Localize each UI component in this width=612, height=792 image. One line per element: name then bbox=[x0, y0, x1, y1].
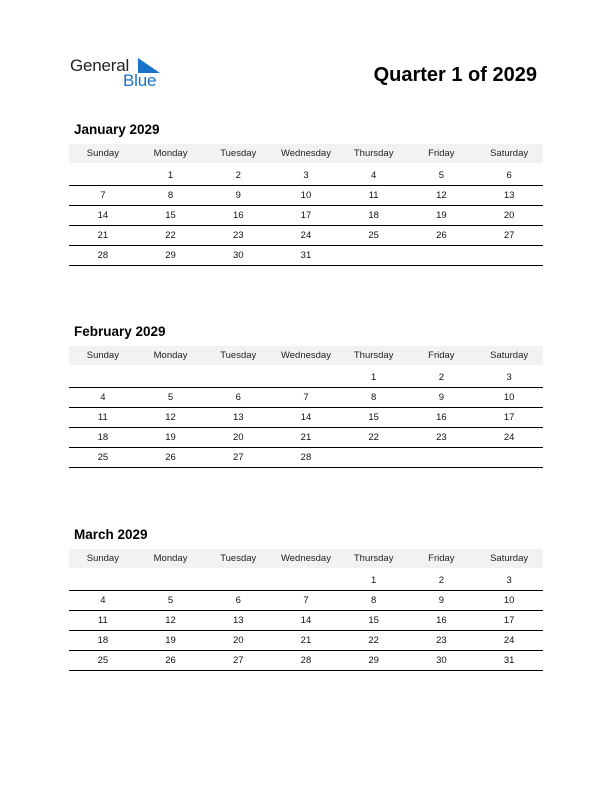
day-cell: 4 bbox=[340, 166, 408, 186]
weekday-header: Wednesday bbox=[272, 346, 340, 365]
day-cell: 8 bbox=[137, 186, 205, 206]
day-cell: 17 bbox=[272, 206, 340, 226]
day-cell: 19 bbox=[137, 428, 205, 448]
day-cell bbox=[272, 368, 340, 388]
weekday-header: Friday bbox=[408, 144, 476, 163]
day-cell: 23 bbox=[204, 226, 272, 246]
day-cell: 16 bbox=[408, 408, 476, 428]
day-cell: 21 bbox=[69, 226, 137, 246]
day-cell: 23 bbox=[408, 428, 476, 448]
day-cell: 3 bbox=[475, 368, 543, 388]
day-cell: 7 bbox=[69, 186, 137, 206]
weekday-header: Sunday bbox=[69, 144, 137, 163]
day-cell: 2 bbox=[204, 166, 272, 186]
day-cell bbox=[137, 368, 205, 388]
weekday-header-row bbox=[69, 549, 543, 568]
day-cell: 26 bbox=[137, 651, 205, 671]
weekday-header: Sunday bbox=[69, 549, 137, 568]
day-cell: 20 bbox=[475, 206, 543, 226]
day-cell bbox=[272, 571, 340, 591]
day-cell bbox=[340, 448, 408, 468]
day-cell: 4 bbox=[69, 388, 137, 408]
month-title: March 2029 bbox=[74, 527, 148, 542]
day-cell bbox=[475, 448, 543, 468]
week-row bbox=[69, 651, 543, 671]
day-cell: 24 bbox=[272, 226, 340, 246]
weekday-header: Tuesday bbox=[204, 549, 272, 568]
day-cell: 26 bbox=[137, 448, 205, 468]
day-cell bbox=[69, 368, 137, 388]
day-cell: 26 bbox=[408, 226, 476, 246]
general-blue-logo bbox=[70, 56, 170, 92]
day-cell: 21 bbox=[272, 428, 340, 448]
week-row bbox=[69, 611, 543, 631]
week-row bbox=[69, 166, 543, 186]
day-cell: 8 bbox=[340, 388, 408, 408]
day-cell: 29 bbox=[137, 246, 205, 266]
weekday-header-row bbox=[69, 346, 543, 365]
day-cell: 2 bbox=[408, 368, 476, 388]
weekday-header: Monday bbox=[137, 346, 205, 365]
day-cell: 17 bbox=[475, 611, 543, 631]
day-cell: 9 bbox=[204, 186, 272, 206]
day-cell: 10 bbox=[475, 591, 543, 611]
day-cell: 4 bbox=[69, 591, 137, 611]
month-calendar-table bbox=[69, 144, 543, 266]
week-row bbox=[69, 368, 543, 388]
day-cell: 21 bbox=[272, 631, 340, 651]
day-cell: 5 bbox=[137, 591, 205, 611]
day-cell: 11 bbox=[69, 611, 137, 631]
day-cell: 27 bbox=[204, 448, 272, 468]
day-cell: 18 bbox=[69, 428, 137, 448]
day-cell: 22 bbox=[340, 631, 408, 651]
weekday-header: Sunday bbox=[69, 346, 137, 365]
day-cell: 24 bbox=[475, 428, 543, 448]
day-cell: 12 bbox=[137, 408, 205, 428]
day-cell: 15 bbox=[340, 611, 408, 631]
day-cell: 13 bbox=[204, 611, 272, 631]
weekday-header: Saturday bbox=[475, 144, 543, 163]
day-cell: 25 bbox=[69, 448, 137, 468]
day-cell: 16 bbox=[408, 611, 476, 631]
week-row bbox=[69, 408, 543, 428]
weekday-header: Thursday bbox=[340, 549, 408, 568]
day-cell bbox=[69, 166, 137, 186]
day-cell: 14 bbox=[272, 408, 340, 428]
week-row bbox=[69, 226, 543, 246]
weekday-header: Saturday bbox=[475, 346, 543, 365]
weekday-header: Friday bbox=[408, 346, 476, 365]
day-cell: 27 bbox=[475, 226, 543, 246]
day-cell: 10 bbox=[272, 186, 340, 206]
day-cell: 20 bbox=[204, 428, 272, 448]
day-cell: 20 bbox=[204, 631, 272, 651]
day-cell: 6 bbox=[475, 166, 543, 186]
day-cell: 25 bbox=[69, 651, 137, 671]
day-cell: 31 bbox=[475, 651, 543, 671]
week-row bbox=[69, 428, 543, 448]
day-cell bbox=[137, 571, 205, 591]
day-cell bbox=[69, 571, 137, 591]
weekday-header: Monday bbox=[137, 549, 205, 568]
day-cell: 1 bbox=[340, 571, 408, 591]
day-cell: 9 bbox=[408, 388, 476, 408]
month-calendar-table bbox=[69, 346, 543, 468]
weekday-header: Tuesday bbox=[204, 346, 272, 365]
day-cell bbox=[204, 368, 272, 388]
month-january bbox=[69, 120, 543, 266]
day-cell: 11 bbox=[69, 408, 137, 428]
week-row bbox=[69, 388, 543, 408]
day-cell: 16 bbox=[204, 206, 272, 226]
week-row bbox=[69, 591, 543, 611]
day-cell: 23 bbox=[408, 631, 476, 651]
day-cell bbox=[408, 448, 476, 468]
page-title: Quarter 1 of 2029 bbox=[373, 64, 537, 86]
day-cell: 9 bbox=[408, 591, 476, 611]
day-cell: 28 bbox=[69, 246, 137, 266]
day-cell bbox=[204, 571, 272, 591]
day-cell: 24 bbox=[475, 631, 543, 651]
month-calendar-table bbox=[69, 549, 543, 671]
logo-word-blue: Blue bbox=[123, 71, 157, 90]
weekday-header-row bbox=[69, 144, 543, 163]
day-cell: 15 bbox=[137, 206, 205, 226]
day-cell: 14 bbox=[69, 206, 137, 226]
day-cell: 19 bbox=[137, 631, 205, 651]
week-row bbox=[69, 246, 543, 266]
week-row bbox=[69, 206, 543, 226]
day-cell: 5 bbox=[137, 388, 205, 408]
weekday-header: Friday bbox=[408, 549, 476, 568]
day-cell bbox=[408, 246, 476, 266]
month-february bbox=[69, 322, 543, 468]
day-cell: 18 bbox=[69, 631, 137, 651]
month-title: February 2029 bbox=[74, 324, 166, 339]
logo-word-general: General bbox=[70, 56, 130, 75]
day-cell: 8 bbox=[340, 591, 408, 611]
day-cell: 30 bbox=[204, 246, 272, 266]
weekday-header: Saturday bbox=[475, 549, 543, 568]
day-cell: 19 bbox=[408, 206, 476, 226]
day-cell: 3 bbox=[475, 571, 543, 591]
day-cell: 2 bbox=[408, 571, 476, 591]
day-cell: 6 bbox=[204, 388, 272, 408]
day-cell bbox=[340, 246, 408, 266]
week-row bbox=[69, 186, 543, 206]
day-cell: 6 bbox=[204, 591, 272, 611]
day-cell: 1 bbox=[137, 166, 205, 186]
day-cell: 10 bbox=[475, 388, 543, 408]
day-cell: 30 bbox=[408, 651, 476, 671]
day-cell: 18 bbox=[340, 206, 408, 226]
week-row bbox=[69, 448, 543, 468]
weekday-header: Thursday bbox=[340, 144, 408, 163]
day-cell: 12 bbox=[408, 186, 476, 206]
day-cell: 28 bbox=[272, 651, 340, 671]
day-cell: 1 bbox=[340, 368, 408, 388]
day-cell: 27 bbox=[204, 651, 272, 671]
day-cell: 14 bbox=[272, 611, 340, 631]
week-row bbox=[69, 571, 543, 591]
day-cell: 31 bbox=[272, 246, 340, 266]
day-cell: 28 bbox=[272, 448, 340, 468]
day-cell: 7 bbox=[272, 591, 340, 611]
weekday-header: Wednesday bbox=[272, 144, 340, 163]
day-cell: 5 bbox=[408, 166, 476, 186]
weekday-header: Monday bbox=[137, 144, 205, 163]
day-cell: 17 bbox=[475, 408, 543, 428]
day-cell: 25 bbox=[340, 226, 408, 246]
day-cell: 7 bbox=[272, 388, 340, 408]
month-march bbox=[69, 525, 543, 671]
day-cell: 15 bbox=[340, 408, 408, 428]
day-cell: 22 bbox=[137, 226, 205, 246]
day-cell: 3 bbox=[272, 166, 340, 186]
day-cell: 13 bbox=[204, 408, 272, 428]
day-cell: 13 bbox=[475, 186, 543, 206]
day-cell: 12 bbox=[137, 611, 205, 631]
day-cell: 29 bbox=[340, 651, 408, 671]
weekday-header: Thursday bbox=[340, 346, 408, 365]
day-cell: 11 bbox=[340, 186, 408, 206]
day-cell bbox=[475, 246, 543, 266]
weekday-header: Wednesday bbox=[272, 549, 340, 568]
weekday-header: Tuesday bbox=[204, 144, 272, 163]
month-title: January 2029 bbox=[74, 122, 160, 137]
week-row bbox=[69, 631, 543, 651]
day-cell: 22 bbox=[340, 428, 408, 448]
